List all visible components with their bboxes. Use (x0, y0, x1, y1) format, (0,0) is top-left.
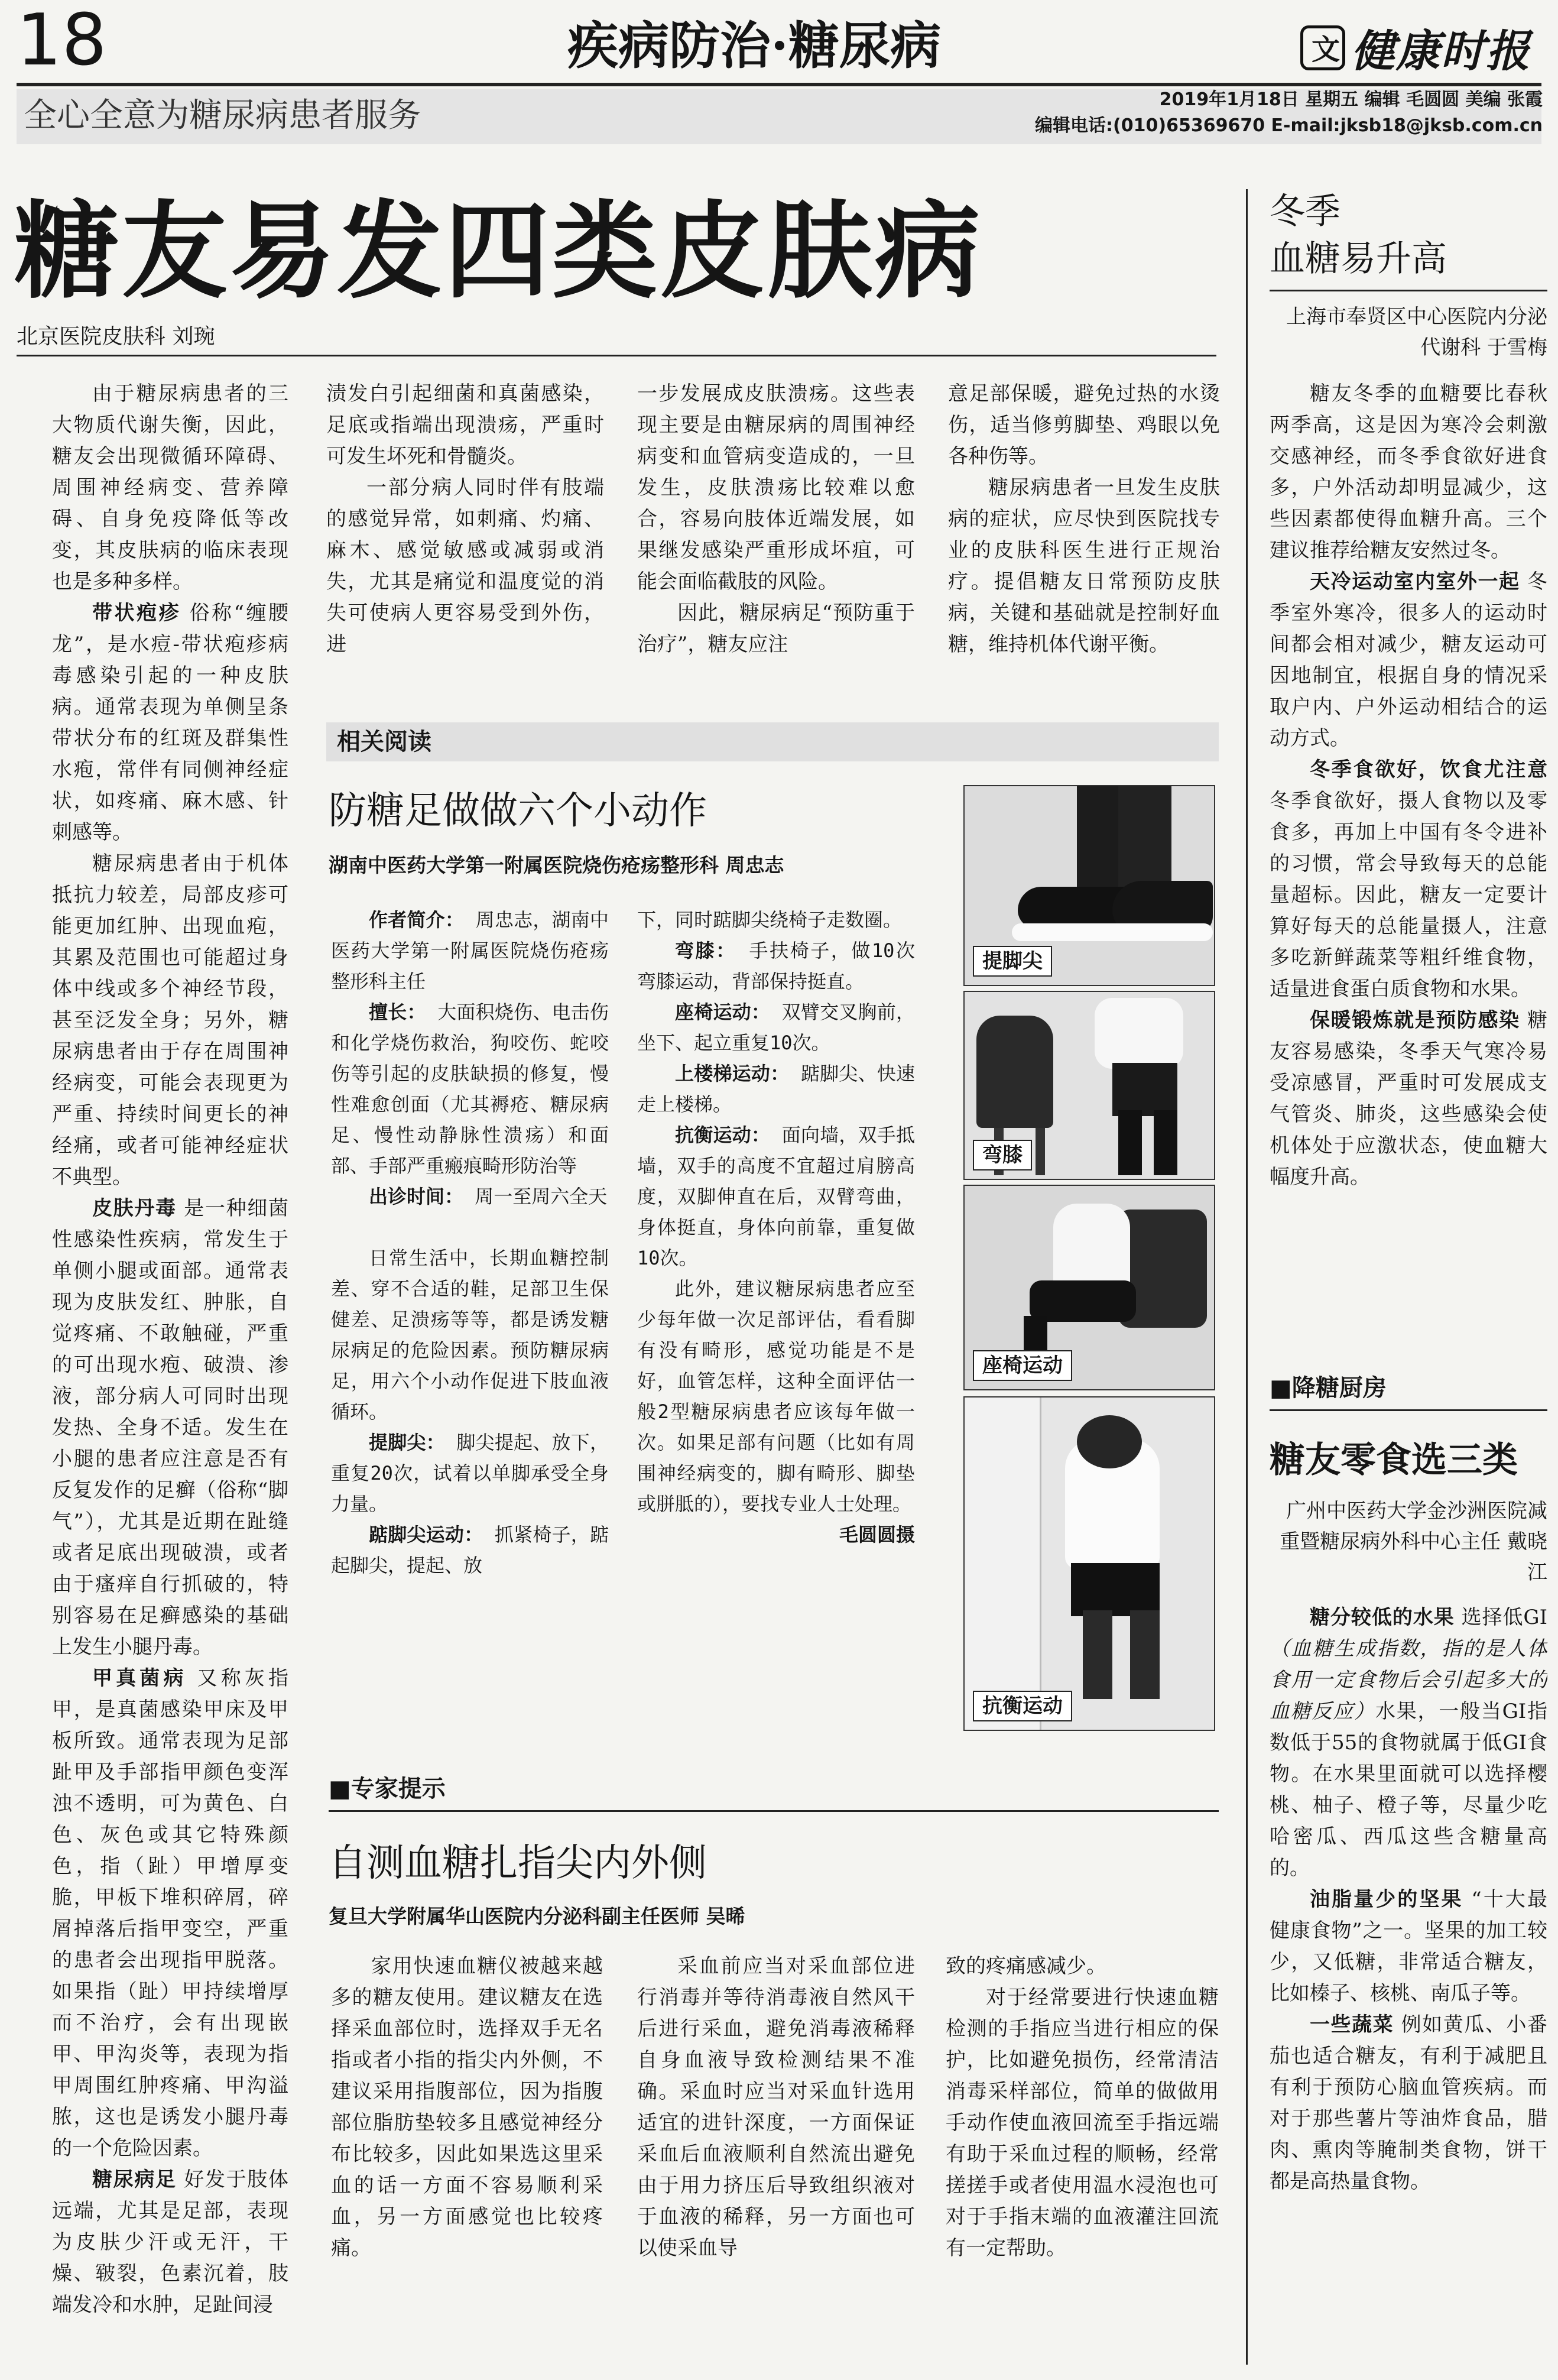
paragraph-lead: 冬季食欲好，饮食尤注意 (1310, 758, 1547, 782)
kitchen-rule (1270, 1409, 1547, 1411)
paragraph-text: 对于经常要进行快速血糖检测的手指应当进行相应的保护，比如避免损伤，经常清洁消毒采样部位，简单的做做用手动作使血液回流至手指远端有助于采血过程的顺畅，经常搓搓手或者使用温水浸泡也可对于手指末端的血液灌注回流有一定帮助。 (946, 1986, 1219, 2260)
paragraph (331, 1243, 609, 1427)
main-col-4 (948, 378, 1220, 698)
paragraph-text: 大面积烧伤、电击伤和化学烧伤救治，狗咬伤、蛇咬伤等引起的皮肤缺损的修复，慢性难愈创面（尤其褥疮、糖尿病足、慢性动静脉性溃疡）和面部、手部严重瘢痕畸形防治等 (331, 1001, 609, 1177)
paragraph-lead: 糖尿病足 (92, 2168, 177, 2191)
paragraph (1270, 1602, 1547, 1884)
paragraph (1270, 566, 1547, 754)
expert-col-2 (637, 1951, 915, 2365)
winter-title-line2: 血糖易升高 (1270, 238, 1447, 280)
photo-knee-bend (963, 991, 1215, 1180)
paragraph (1270, 1884, 1547, 2009)
paragraph-text: 渍发白引起细菌和真菌感染，足底或指端出现溃疡，严重时可发生坏死和骨髓炎。 (326, 382, 604, 468)
paragraph (331, 1181, 609, 1212)
masthead (1300, 21, 1549, 77)
paragraph (1270, 754, 1547, 1005)
paragraph (52, 598, 288, 848)
paragraph (946, 1951, 1219, 1982)
related-byline: 湖南中医药大学第一附属医院烧伤疮疡整形科 周忠志 (329, 854, 784, 877)
paragraph-text: 一步发展成皮肤溃疡。这些表现主要是由糖尿病的周围神经病变和血管病变造成的，一旦发生，皮肤溃疡比较难以愈合，容易向肢体近端发展，如果继发感染严重形成坏疽，可能会面临截肢的风险。 (637, 382, 915, 594)
paragraph-lead: 带状疱疹 (92, 601, 181, 625)
winter-title-rule (1270, 290, 1547, 291)
paragraph (331, 997, 609, 1181)
paragraph-text: 糖尿病患者一旦发生皮肤病的症状，应尽快到医院找专业的皮肤科医生进行正规治疗。提倡糖友日常预防皮肤病，关键和基础就是控制好血糖，维持机体代谢平衡。 (948, 476, 1220, 656)
paragraph-text: 周忠志，湖南中医药大学第一附属医院烧伤疮疡整形科主任 (331, 909, 609, 993)
paragraph-tail: 水果，一般当GI指数低于55的食物就属于低GI食物。在水果里面就可以选择樱桃、柚子、橙子等，尽量少吃哈密瓜、西瓜这些含糖量高的。 (1270, 1700, 1547, 1880)
paragraph-lead: 糖分较低的水果 (1310, 1606, 1455, 1629)
expert-rule (329, 1810, 1219, 1812)
paragraph-lead: 抗衡运动： (675, 1124, 771, 1146)
main-col-1 (52, 378, 288, 2365)
paragraph (52, 1193, 288, 1663)
paragraph-note: （血糖生成指数，指的是人体食用一定食物后会引起多大的血糖反应） (1270, 1637, 1547, 1723)
paragraph-text: 糖友容易感染，冬季天气寒冷易受凉感冒，严重时可发展成支气管炎、肺炎，这些感染会使机体处于应激状态，使血糖大幅度升高。 (1270, 1009, 1547, 1189)
paragraph-text: 日常生活中，长期血糖控制差、穿不合适的鞋，足部卫生保健差、足溃疡等等，都是诱发糖尿病足的危险因素。预防糖尿病足，用六个小动作促进下肢血液循环。 (331, 1247, 609, 1423)
paragraph (637, 935, 915, 997)
paragraph-lead: 皮肤丹毒 (92, 1197, 177, 1220)
kitchen-title: 糖友零食选三类 (1270, 1439, 1518, 1481)
photo-chair-exercise (963, 1185, 1215, 1390)
paragraph-text: 踮脚尖、快速走上楼梯。 (637, 1062, 915, 1116)
paragraph (52, 1663, 288, 2164)
paragraph (52, 378, 288, 598)
paragraph-text: 冬季食欲好，摄人食物以及零食多，再加上中国有冬令进补的习惯，常会导致每天的总能量超标。因此，糖友一定要计算好每天的总能量摄人，注意多吃新鲜蔬菜等粗纤维食物，适量进食蛋白质食物和水果。 (1270, 789, 1547, 1001)
header-rule (17, 83, 1541, 86)
page-number: 18 (17, 0, 107, 82)
paragraph (1270, 2009, 1547, 2197)
paragraph-lead: 出诊时间： (369, 1185, 464, 1208)
expert-col-1 (331, 1951, 603, 2365)
paragraph-lead: 提脚尖： (369, 1431, 445, 1454)
main-col-3 (637, 378, 915, 698)
paragraph (331, 1427, 609, 1519)
paragraph (637, 1058, 915, 1120)
winter-body (1270, 378, 1547, 1354)
paragraph-text: 冬季室外寒冷，很多人的运动时间都会相对减少，糖友运动可因地制宜，根据自身的情况采取户内、户外运动相结合的运动方式。 (1270, 570, 1547, 750)
related-title: 防糖足做做六个小动作 (329, 789, 707, 833)
paragraph (52, 2164, 288, 2321)
paragraph-text: “十大最健康食物”之一。坚果的加工较少，又低糖，非常适合糖友，比如榛子、核桃、南瓜子等。 (1270, 1888, 1547, 2005)
paragraph-text: 采血前应当对采血部位进行消毒并等待消毒液自然风干后进行采血，避免消毒液稀释自身血液导致检测结果不准确。采血时应当对采血针选用适宜的进针深度，一方面保证采血后血液顺利自然流出避免由于用力挤压后导致组织液对于血液的稀释，另一方面也可以使采血导 (637, 1954, 915, 2260)
related-col-b (637, 904, 915, 1773)
paragraph-text: 例如黄瓜、小番茄也适合糖友，有利于减肥且有利于预防心脑血管疾病。而对于那些薯片等油炸食品，腊肉、熏肉等腌制类食物，饼干都是高热量食物。 (1270, 2013, 1547, 2193)
paragraph-text: 是一种细菌性感染性疾病，常发生于单侧小腿或面部。通常表现为皮肤发红、肿胀，自觉疼痛、不敢触碰，严重的可出现水疱、破溃、渗液，部分病人可同时出现发热、全身不适。发生在小腿的患者应注意是否有反复发作的足癣（俗称“脚气”），尤其是近期在趾缝或者足底出现破溃，或者由于瘙痒自行抓破的，特别容易在足癣感染的基础上发生小腿丹毒。 (52, 1197, 288, 1659)
paragraph-lead: 踮脚尖运动： (369, 1523, 483, 1546)
paragraph (637, 904, 915, 935)
expert-byline: 复旦大学附属华山医院内分泌科副主任医师 吴晞 (329, 1905, 745, 1928)
paragraph (637, 1120, 915, 1273)
paragraph (326, 472, 604, 660)
masthead-logo-icon: 文 (1300, 25, 1345, 70)
paragraph-text: 由于糖尿病患者的三大物质代谢失衡，因此，糖友会出现微循环障碍、周围神经病变、营养障碍、自身免疫降低等改变，其皮肤病的临床表现也是多种多样。 (52, 382, 288, 594)
main-byline-rule (17, 355, 1216, 356)
paragraph-text: 抓紧椅子，踮起脚尖，提起、放 (331, 1523, 609, 1577)
paragraph-lead: 上楼梯运动： (675, 1062, 790, 1085)
winter-byline: 上海市奉贤区中心医院内分泌代谢科 于雪梅 (1286, 305, 1547, 359)
photo-caption: 提脚尖 (973, 946, 1052, 977)
paragraph-text: 选择低GI (1461, 1606, 1547, 1629)
winter-title-line1: 冬季 (1270, 191, 1340, 232)
paragraph-text: 面向墙，双手抵墙，双手的高度不宜超过肩膀高度，双脚伸直在后，双臂弯曲，身体挺直，身体向前靠，重复做10次。 (637, 1124, 915, 1269)
main-article-byline: 北京医院皮肤科 刘琬 (17, 325, 215, 349)
main-article-title: 糖友易发四类皮肤病 (14, 189, 982, 313)
paragraph-text: 下，同时踮脚尖绕椅子走数圈。 (637, 909, 903, 931)
paragraph-text: 又称灰指甲，是真菌感染甲床及甲板所致。通常表现为足部趾甲及手部指甲颜色变浑浊不透明，可为黄色、白色、灰色或其它特殊颜色，指（趾）甲增厚变脆，甲板下堆积碎屑，碎屑掉落后指甲变空，严重的患者会出现指甲脱落。如果指（趾）甲持续增厚而不治疗，会有出现嵌甲、甲沟炎等，表现为指甲周围红肿疼痛、甲沟溢脓，这也是诱发小腿丹毒的一个危险因素。 (52, 1666, 288, 2160)
paragraph-text: 意足部保暖，避免过热的水烫伤，适当修剪脚垫、鸡眼以免各种伤等。 (948, 382, 1220, 468)
photo-caption: 弯膝 (973, 1140, 1032, 1170)
paragraph-text: 家用快速血糖仪被越来越多的糖友使用。建议糖友在选择采血部位时，选择双手无名指或者小指的指尖内外侧，不建议采用指腹部位，因为指腹部位脂肪垫较多且感觉神经分布比较多，因此如果选这里采血的话一方面不容易顺利采血，另一方面感觉也比较疼痛。 (331, 1954, 603, 2260)
paragraph (948, 472, 1220, 660)
paragraph (948, 378, 1220, 472)
paragraph (331, 1519, 609, 1581)
paragraph (1270, 1005, 1547, 1193)
paragraph (331, 1951, 603, 2264)
masthead-title: 健康时报 (1351, 26, 1531, 77)
kitchen-body (1270, 1602, 1547, 2371)
paragraph (326, 378, 604, 472)
photo-wall-push (963, 1396, 1215, 1731)
paragraph-text: 脚尖提起、放下，重复20次，试着以单脚承受全身力量。 (331, 1431, 609, 1515)
paragraph (52, 848, 288, 1193)
paragraph-text: 此外，建议糖尿病患者应至少每年做一次足部评估，看看脚有没有畸形，感觉功能是不是好，血管怎样，这种全面评估一般2型糖尿病患者应该每年做一次。如果足部有问题（比如有周围神经病变的，脚有畸形、脚垫或胼胝的），要找专业人士处理。 (637, 1277, 915, 1515)
paragraph-text: 因此，糖尿病足“预防重于治疗”，糖友应注 (637, 601, 915, 656)
paragraph (331, 904, 609, 997)
paragraph-lead: 弯膝： (675, 939, 736, 962)
paragraph-text: 好发于肢体远端，尤其是足部，表现为皮肤少汗或无汗，干燥、皲裂，色素沉着，肢端发冷和水肿，足趾间浸 (52, 2168, 288, 2317)
photo-caption: 座椅运动 (973, 1350, 1072, 1381)
paragraph-lead: 一些蔬菜 (1310, 2013, 1394, 2037)
paragraph-text: 糖尿病患者由于机体抵抗力较差，局部皮疹可能更加红肿、出现血疱，其累及范围也可能超过身体中线或多个神经节段，甚至泛发全身；另外，糖尿病患者由于存在周围神经病变，可能会表现更为严重、持续时间更长的神经痛，或者可能神经症状不典型。 (52, 852, 288, 1189)
paragraph (637, 1951, 915, 2264)
paragraph-lead: 保暖锻炼就是预防感染 (1310, 1009, 1520, 1032)
paragraph-lead: 油脂量少的坚果 (1310, 1888, 1463, 1911)
paragraph-text: 一部分病人同时伴有肢端的感觉异常，如刺痛、灼痛、麻木、感觉敏感或减弱或消失，尤其是痛觉和温度觉的消失可使病人更容易受到外伤，进 (326, 476, 604, 656)
paragraph-lead: 擅长： (369, 1001, 426, 1023)
paragraph-text: 双臂交叉胸前，坐下、起立重复10次。 (637, 1001, 915, 1054)
expert-label: ■专家提示 (329, 1775, 446, 1802)
photo-tiptoe (963, 785, 1215, 986)
paragraph-text: 糖友冬季的血糖要比春秋两季高，这是因为寒冷会刺激交感神经，而冬季食欲好进食多，户外活动却明显减少，这些因素都使得血糖升高。三个建议推荐给糖友安然过冬。 (1270, 382, 1547, 562)
related-col-a (331, 904, 609, 1773)
photo-caption: 抗衡运动 (973, 1691, 1072, 1721)
expert-title: 自测血糖扎指尖内外侧 (329, 1841, 707, 1885)
paragraph (1270, 378, 1547, 566)
sidebar-divider (1246, 189, 1248, 2365)
paragraph (637, 598, 915, 660)
paragraph (637, 997, 915, 1058)
section-title: 疾病防治·糖尿病 (567, 16, 941, 76)
paragraph-lead: 天冷运动室内室外一起 (1310, 570, 1520, 594)
date-line: 2019年1月18日 星期五 编辑 毛圆圆 美编 张霞 (1159, 89, 1543, 110)
photo-credit: 毛圆圆摄 (839, 1523, 915, 1546)
contact-line: 编辑电话:(010)65369670 E-mail:jksb18@jksb.com.cn (1035, 115, 1543, 136)
paragraph-lead: 甲真菌病 (92, 1666, 187, 1690)
paragraph-text: 俗称“缠腰龙”，是水痘-带状疱疹病毒感染引起的一种皮肤病。通常表现为单侧呈条带状分布的红斑及群集性水疱，常伴有同侧神经症状，如疼痛、麻木感、针刺感等。 (52, 601, 288, 844)
expert-col-3 (946, 1951, 1219, 2365)
kitchen-byline: 广州中医药大学金沙洲医院减重暨糖尿病外科中心主任 戴晓江 (1280, 1499, 1547, 1584)
paragraph-text: 手扶椅子，做10次弯膝运动，背部保持挺直。 (637, 939, 915, 993)
main-col-2 (326, 378, 604, 698)
paragraph (637, 1273, 915, 1519)
paragraph-text: 周一至周六全天 (475, 1185, 608, 1208)
paragraph-lead: 作者简介： (369, 909, 465, 931)
paragraph-lead: 座椅运动： (675, 1001, 771, 1023)
paragraph (637, 378, 915, 598)
paragraph-text: 致的疼痛感减少。 (946, 1954, 1106, 1978)
kitchen-label: ■降糖厨房 (1270, 1374, 1387, 1402)
slogan: 全心全意为糖尿病患者服务 (24, 96, 421, 135)
related-label-bar (326, 722, 1219, 761)
related-label: 相关阅读 (337, 728, 431, 755)
paragraph (946, 1982, 1219, 2264)
